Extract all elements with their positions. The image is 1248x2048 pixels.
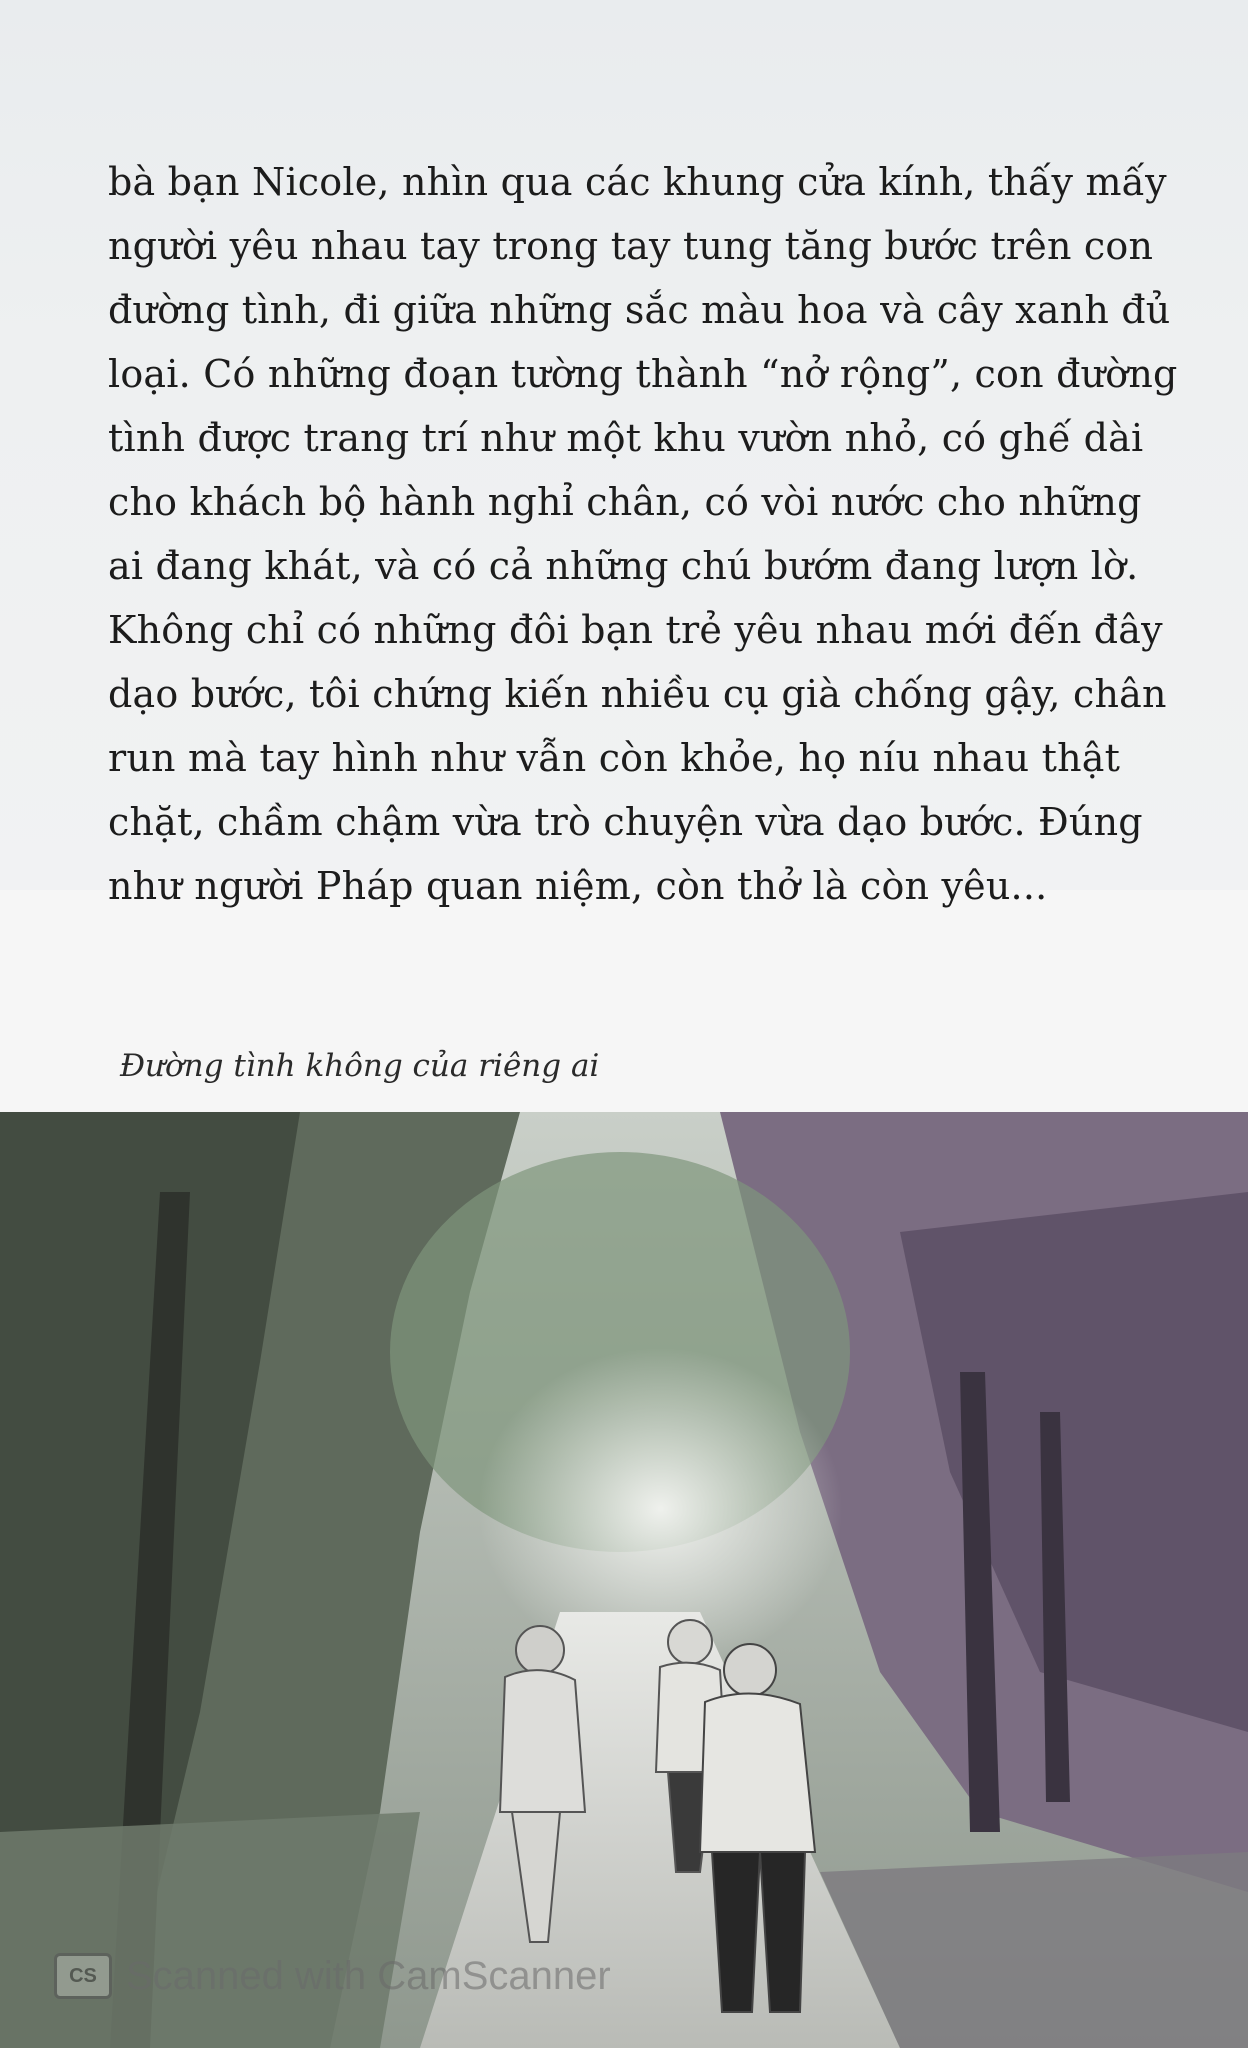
text-line: ai đang khát, và có cả những chú bướm đang lượn lờ. — [108, 544, 1139, 588]
body-paragraph — [108, 150, 1178, 918]
watermark-text: Scanned with CamScanner — [126, 1953, 611, 1998]
text-line: chặt, chầm chậm vừa trò chuyện vừa dạo bước. Đúng — [108, 800, 1143, 844]
camscanner-watermark — [54, 1953, 611, 1999]
text-line: đường tình, đi giữa những sắc màu hoa và cây xanh đủ — [108, 288, 1171, 332]
text-line: như người Pháp quan niệm, còn thở là còn yêu... — [108, 864, 1048, 908]
text-line: Không chỉ có những đôi bạn trẻ yêu nhau mới đến đây — [108, 608, 1163, 652]
text-line: run mà tay hình như vẫn còn khỏe, họ níu nhau thật — [108, 736, 1121, 780]
text-line: dạo bước, tôi chứng kiến nhiều cụ già chống gậy, chân — [108, 672, 1167, 716]
text-line: tình được trang trí như một khu vườn nhỏ, có ghế dài — [108, 416, 1144, 460]
camscanner-icon: CS — [54, 1953, 112, 1999]
text-line: bà bạn Nicole, nhìn qua các khung cửa kính, thấy mấy — [108, 160, 1167, 204]
text-line: cho khách bộ hành nghỉ chân, có vòi nước cho những — [108, 480, 1142, 524]
photo-caption: Đường tình không của riêng ai — [120, 1048, 600, 1084]
path-photo — [0, 1112, 1248, 2048]
text-line: loại. Có những đoạn tường thành “nở rộng”, con đường — [108, 352, 1178, 396]
text-line: người yêu nhau tay trong tay tung tăng bước trên con — [108, 224, 1154, 268]
